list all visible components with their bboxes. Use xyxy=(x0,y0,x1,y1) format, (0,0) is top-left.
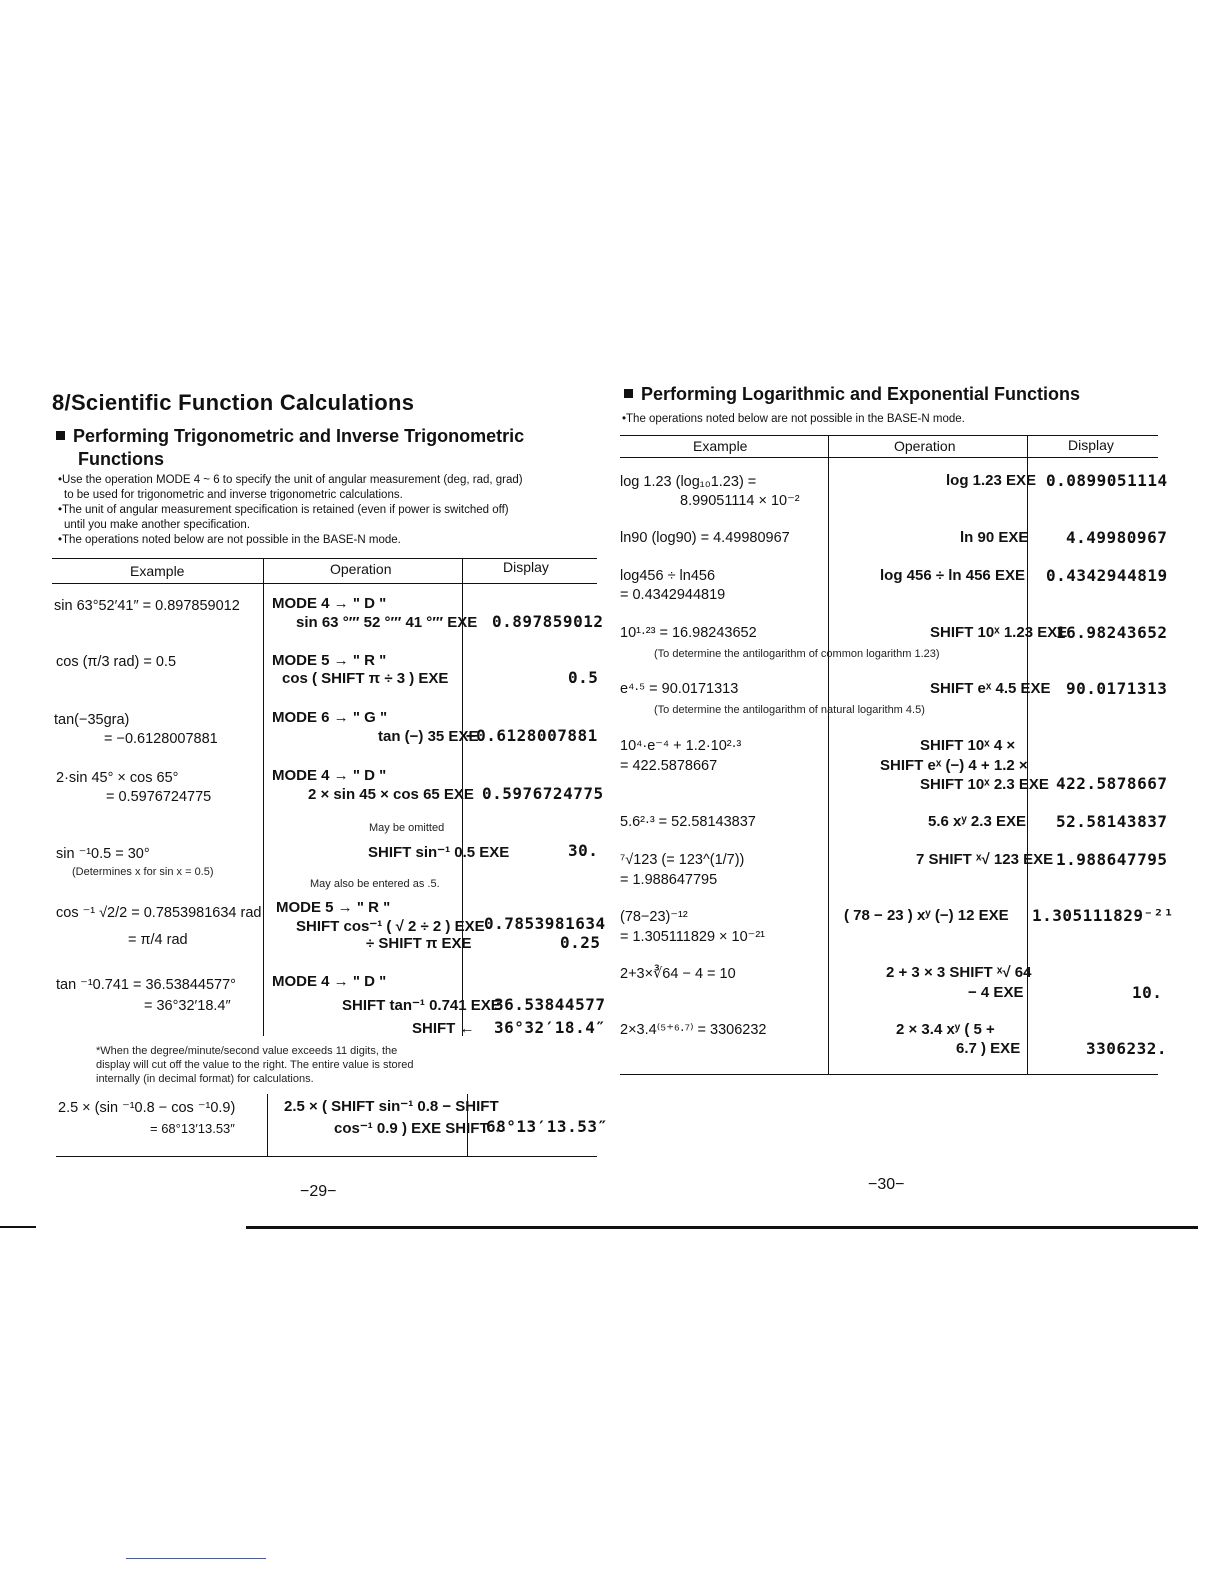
example-cell: cos (π/3 rad) = 0.5 xyxy=(56,654,177,670)
operation-cell: 2.5 × ( SHIFT sin⁻¹ 0.8 − SHIFT xyxy=(284,1098,499,1115)
operation-cell: 6.7 ) EXE xyxy=(956,1040,1021,1057)
operation-cell: MODE 4 → " D " xyxy=(272,767,387,784)
example-cell: ln90 (log90) = 4.49980967 xyxy=(620,530,790,546)
example-cell: = 1.988647795 xyxy=(620,872,718,888)
display-cell: 0.4342944819 xyxy=(1046,566,1168,585)
display-cell: 0.897859012 xyxy=(492,612,604,631)
section-heading-trig-line2: Functions xyxy=(78,449,164,469)
table-bottom-rule xyxy=(620,1074,1158,1075)
example-cell: 2+3×∛64 − 4 = 10 xyxy=(620,966,736,982)
display-cell: 90.0171313 xyxy=(1066,679,1168,698)
page-number: −29− xyxy=(300,1183,337,1200)
display-cell: 52.58143837 xyxy=(1056,812,1168,831)
column-header-display: Display xyxy=(503,559,549,575)
table-header-rule xyxy=(620,457,1158,458)
table-header-rule xyxy=(52,583,597,584)
display-cell: −0.6128007881 xyxy=(466,726,598,745)
footnote: *When the degree/minute/second value exceeds 11 digits, the display will cut off the value to the right. The entire value is stored internally (in decimal format) for calculations. xyxy=(96,1045,414,1085)
example-cell: = 0.5976724775 xyxy=(106,789,212,805)
trig-notes: •Use the operation MODE 4 ~ 6 to specify the unit of angular measurement (deg, rad, grad) to be used for trigonometric and inverse trigonometric calculations. •The unit of angular measurement specification is retained (even if power is switched off) until you make another specification. •The operations noted below are not possible in the BASE-N mode. xyxy=(58,474,523,546)
scan-edge-rule xyxy=(0,1226,36,1228)
scan-edge-rule xyxy=(246,1226,1198,1229)
operation-cell: 2 × 3.4 xʸ ( 5 + xyxy=(896,1021,995,1038)
annotation-note: (To determine the antilogarithm of natural logarithm 4.5) xyxy=(654,704,925,716)
table-col-divider xyxy=(263,558,264,1036)
column-header-example: Example xyxy=(693,438,748,454)
example-cell: = 422.5878667 xyxy=(620,758,718,774)
example-cell: 2×3.4⁽⁵⁺⁶·⁷⁾ = 3306232 xyxy=(620,1022,767,1038)
example-cell: sin ⁻¹0.5 = 30° xyxy=(56,846,150,862)
section-heading-log: Performing Logarithmic and Exponential Functions xyxy=(624,384,1080,405)
column-header-operation: Operation xyxy=(894,438,956,454)
operation-cell: SHIFT cos⁻¹ ( √ 2 ÷ 2 ) EXE xyxy=(296,918,485,935)
operation-cell: ( 78 − 23 ) xʸ (−) 12 EXE xyxy=(844,907,1009,924)
example-cell: log 1.23 (log₁₀1.23) = xyxy=(620,474,757,490)
operation-cell: MODE 5 → " R " xyxy=(276,899,391,916)
table-col-divider xyxy=(267,1094,268,1156)
operation-cell: SHIFT ← xyxy=(412,1020,475,1037)
display-cell: 1.988647795 xyxy=(1056,850,1168,869)
operation-cell: SHIFT eˣ 4.5 EXE xyxy=(930,680,1051,697)
operation-cell: cos ( SHIFT π ÷ 3 ) EXE xyxy=(282,670,449,687)
operation-cell: SHIFT eˣ (−) 4 + 1.2 × xyxy=(880,757,1028,774)
section-heading-trig: Performing Trigonometric and Inverse Trigonometric xyxy=(56,426,524,447)
example-note: (Determines x for sin x = 0.5) xyxy=(72,866,214,878)
table-bottom-rule xyxy=(56,1156,597,1157)
example-cell: (78−23)⁻¹² xyxy=(620,909,688,925)
example-cell: tan ⁻¹0.741 = 36.53844577° xyxy=(56,977,236,993)
bullet-square-icon xyxy=(624,389,633,398)
operation-cell: 7 SHIFT ˣ√ 123 EXE xyxy=(916,851,1054,868)
display-cell: 10. xyxy=(1132,983,1163,1002)
example-cell: ⁷√123 (= 123^(1/7)) xyxy=(620,852,745,868)
example-cell: 10⁴·e⁻⁴ + 1.2·10²·³ xyxy=(620,738,742,754)
table-top-rule xyxy=(620,435,1158,436)
operation-cell: log 1.23 EXE xyxy=(946,472,1037,489)
log-note: •The operations noted below are not possible in the BASE-N mode. xyxy=(622,413,965,425)
operation-cell: SHIFT 10ˣ 1.23 EXE xyxy=(930,624,1068,641)
display-cell: 36.53844577 xyxy=(494,995,606,1014)
display-cell: 422.5878667 xyxy=(1056,774,1168,793)
page-title: 8/Scientific Function Calculations xyxy=(52,390,415,415)
example-cell: e⁴·⁵ = 90.0171313 xyxy=(620,681,739,697)
display-cell: 68°13′13.53″ xyxy=(486,1117,608,1136)
example-cell: 8.99051114 × 10⁻² xyxy=(680,493,800,509)
operation-cell: cos⁻¹ 0.9 ) EXE SHIFT ← xyxy=(334,1120,508,1137)
display-cell: 1.305111829⁻²¹ xyxy=(1032,906,1174,925)
example-cell: tan(−35gra) xyxy=(54,712,130,728)
operation-cell: MODE 5 → " R " xyxy=(272,652,387,669)
operation-cell: 5.6 xʸ 2.3 EXE xyxy=(928,813,1026,830)
example-cell: = −0.6128007881 xyxy=(104,731,218,747)
operation-cell: SHIFT sin⁻¹ 0.5 EXE xyxy=(368,844,510,861)
example-cell: = 68°13′13.53″ xyxy=(150,1121,235,1136)
operation-cell: tan (−) 35 EXE xyxy=(378,728,479,745)
operation-cell: ln 90 EXE xyxy=(960,529,1029,546)
operation-cell: 2 + 3 × 3 SHIFT ˣ√ 64 xyxy=(886,964,1032,981)
operation-cell: 2 × sin 45 × cos 65 EXE xyxy=(308,786,474,803)
example-cell: = 36°32′18.4″ xyxy=(144,998,231,1014)
display-cell: 16.98243652 xyxy=(1056,623,1168,642)
example-cell: log456 ÷ ln456 xyxy=(620,568,716,584)
display-cell: 30. xyxy=(568,841,599,860)
display-cell: 0.7853981634 xyxy=(484,914,606,933)
column-header-operation: Operation xyxy=(330,561,392,577)
operation-cell: SHIFT 10ˣ 4 × xyxy=(920,737,1016,754)
display-cell: 4.49980967 xyxy=(1066,528,1168,547)
operation-cell: MODE 4 → " D " xyxy=(272,973,387,990)
display-cell: 0.25 xyxy=(560,933,601,952)
example-cell: 2.5 × (sin ⁻¹0.8 − cos ⁻¹0.9) xyxy=(58,1100,236,1116)
annotation-note: May also be entered as .5. xyxy=(310,878,440,890)
example-cell: sin 63°52′41″ = 0.897859012 xyxy=(54,598,240,614)
operation-cell: SHIFT tan⁻¹ 0.741 EXE xyxy=(342,997,501,1014)
display-cell: 36°32′18.4″ xyxy=(494,1018,606,1037)
operation-cell: SHIFT 10ˣ 2.3 EXE xyxy=(920,776,1049,793)
operation-cell: ÷ SHIFT π EXE xyxy=(366,935,472,952)
page-number: −30− xyxy=(868,1176,905,1193)
operation-cell: sin 63 °′″ 52 °′″ 41 °′″ EXE xyxy=(296,614,478,631)
scan-mark xyxy=(126,1558,266,1559)
operation-cell: MODE 4 → " D " xyxy=(272,595,387,612)
operation-cell: − 4 EXE xyxy=(968,984,1024,1001)
column-header-display: Display xyxy=(1068,437,1114,453)
table-col-divider xyxy=(828,435,829,1075)
display-cell: 3306232. xyxy=(1086,1039,1168,1058)
display-cell: 0.0899051114 xyxy=(1046,471,1168,490)
operation-cell: log 456 ÷ ln 456 EXE xyxy=(880,567,1025,584)
operation-cell: MODE 6 → " G " xyxy=(272,709,388,726)
example-cell: = π/4 rad xyxy=(128,932,188,948)
column-header-example: Example xyxy=(130,563,185,579)
display-cell: 0.5976724775 xyxy=(482,784,604,803)
display-cell: 0.5 xyxy=(568,668,599,687)
example-cell: 5.6²·³ = 52.58143837 xyxy=(620,814,756,830)
example-cell: = 0.4342944819 xyxy=(620,587,726,603)
example-cell: = 1.305111829 × 10⁻²¹ xyxy=(620,929,765,945)
annotation-note: May be omitted xyxy=(369,822,445,834)
example-cell: 2·sin 45° × cos 65° xyxy=(56,770,179,786)
bullet-square-icon xyxy=(56,431,65,440)
example-cell: 10¹·²³ = 16.98243652 xyxy=(620,625,757,641)
example-cell: cos ⁻¹ √2/2 = 0.7853981634 rad xyxy=(56,905,262,921)
annotation-note: (To determine the antilogarithm of common logarithm 1.23) xyxy=(654,648,940,660)
